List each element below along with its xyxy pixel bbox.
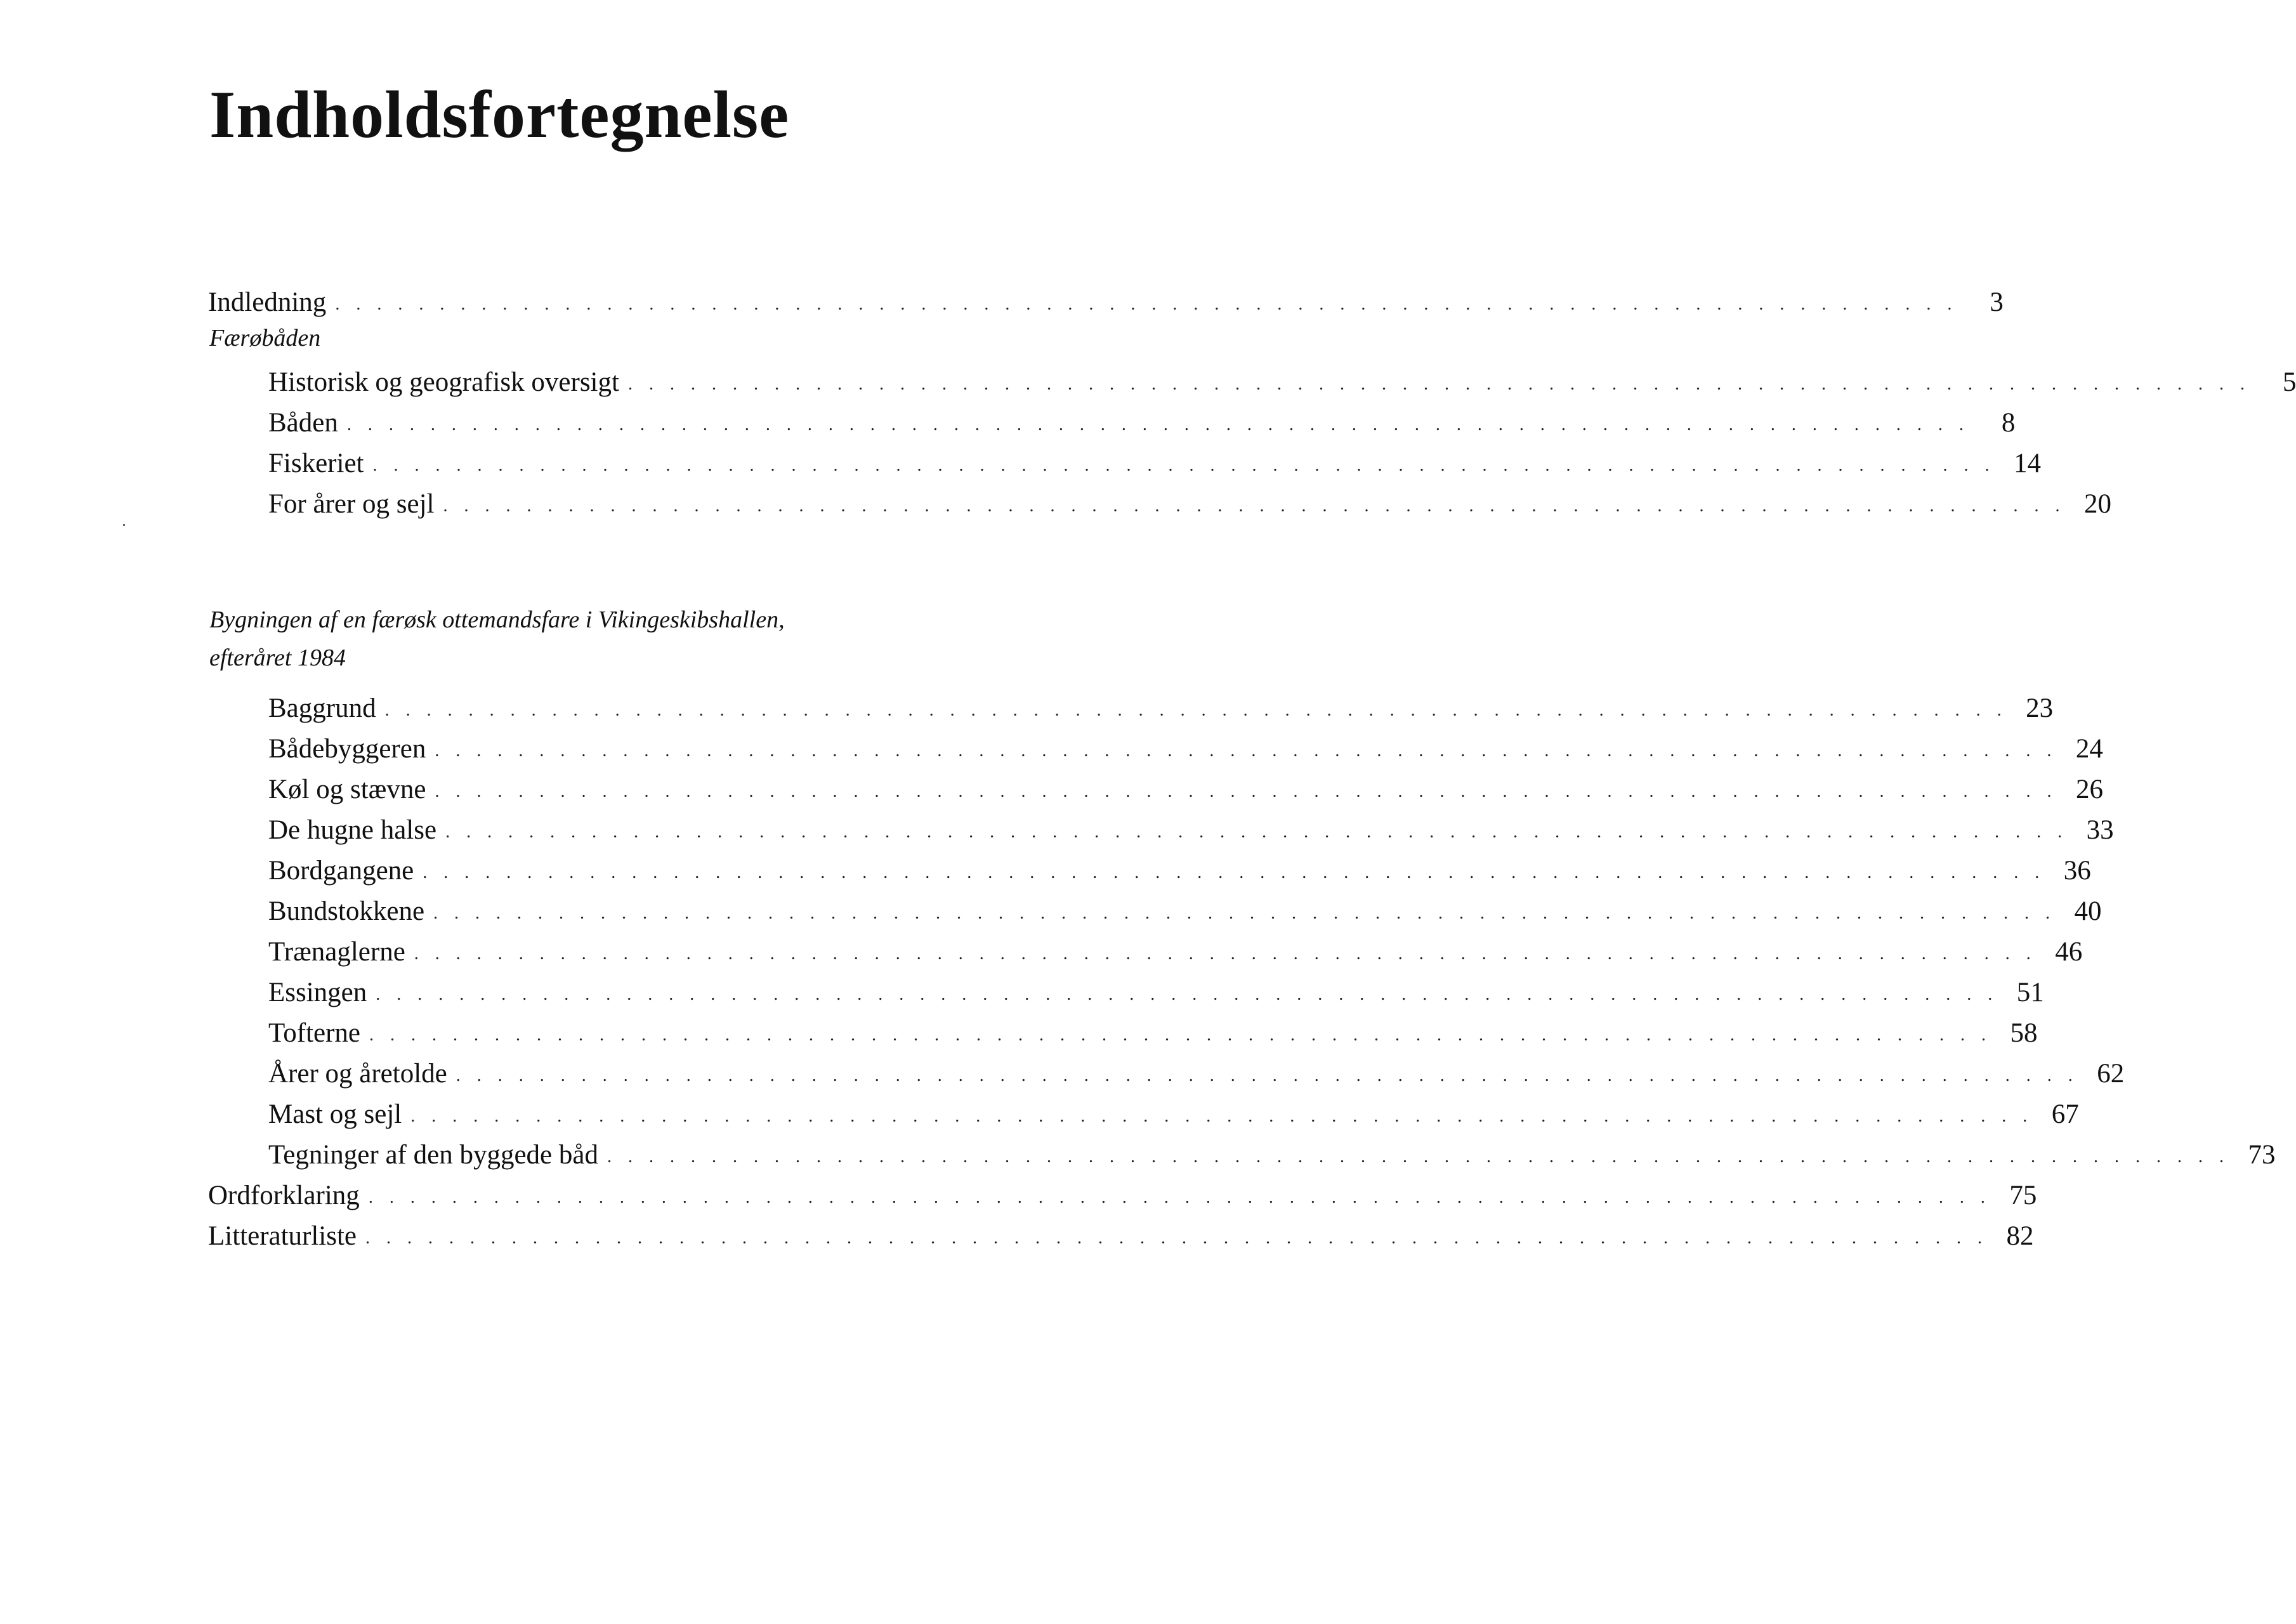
page-title: Indholdsfortegnelse [209, 77, 790, 152]
dot-leader: . . . . . . . . . . . . . . . . . . . . . . . . . . . . . . . . . . . . . . . . . . . . . . . . . . . . . . . . . . . . . . . . . . . . . . . . . . . . . . [376, 985, 1998, 1004]
toc-entry-essingen[interactable] [268, 971, 2044, 1007]
dot-leader: . . . . . . . . . . . . . . . . . . . . . . . . . . . . . . . . . . . . . . . . . . . . . . . . . . . . . . . . . . . . . . . . . . . . . . . . . . . . . . [365, 1228, 1988, 1248]
dot-leader: . . . . . . . . . . . . . . . . . . . . . . . . . . . . . . . . . . . . . . . . . . . . . . . . . . . . . . . . . . . . . . . . . . . . . . . . . . . . . . [335, 294, 1958, 314]
toc-page-number: 14 [2013, 449, 2041, 478]
section-heading-bygningen-line-2: efteråret 1984 [209, 645, 346, 671]
toc-page-number: 8 [2001, 408, 2016, 438]
toc-entry-fiskeriet[interactable] [268, 442, 2041, 478]
dot-leader: . . . . . . . . . . . . . . . . . . . . . . . . . . . . . . . . . . . . . . . . . . . . . . . . . . . . . . . . . . . . . . . . . . . . . . . . . . . . . . [435, 782, 2057, 801]
toc-page-number: 58 [2010, 1018, 2038, 1048]
toc-entry-koel-og-staevne[interactable] [268, 768, 2103, 804]
toc-page-number: 75 [2009, 1181, 2037, 1210]
section-heading-faeroebaaden: Færøbåden [209, 325, 321, 351]
toc-page-number: 46 [2055, 937, 2083, 967]
toc-entry-label: Mast og sejl [268, 1099, 402, 1129]
toc-entry-label: Fiskeriet [268, 449, 364, 478]
toc-page-number: 5 [2282, 367, 2296, 397]
toc-page-number: 62 [2097, 1059, 2125, 1089]
toc-entry-bordgangene[interactable] [268, 849, 2091, 886]
toc-entry-label: Bådebyggeren [268, 734, 426, 764]
toc-entry-historisk-og-geografisk-oversigt[interactable] [268, 360, 2296, 397]
toc-entry-label: Litteraturliste [208, 1221, 357, 1251]
toc-entry-label: Bundstokkene [268, 896, 425, 926]
toc-entry-litteraturliste[interactable] [208, 1214, 2034, 1251]
toc-entry-label: Bordgangene [268, 856, 414, 886]
toc-entry-label: Båden [268, 408, 338, 438]
dot-leader: . . . . . . . . . . . . . . . . . . . . . . . . . . . . . . . . . . . . . . . . . . . . . . . . . . . . . . . . . . . . . . . . . . . . . . . . . . . . . . [346, 415, 1970, 435]
dot-leader: . . . . . . . . . . . . . . . . . . . . . . . . . . . . . . . . . . . . . . . . . . . . . . . . . . . . . . . . . . . . . . . . . . . . . . . . . . . . . . [368, 1188, 1991, 1207]
dot-leader: . . . . . . . . . . . . . . . . . . . . . . . . . . . . . . . . . . . . . . . . . . . . . . . . . . . . . . . . . . . . . . . . . . . . . . . . . . . . . . [607, 1147, 2230, 1167]
dot-leader: . . . . . . . . . . . . . . . . . . . . . . . . . . . . . . . . . . . . . . . . . . . . . . . . . . . . . . . . . . . . . . . . . . . . . . . . . . . . . . [410, 1106, 2033, 1126]
toc-entry-traenaglerne[interactable] [268, 930, 2083, 967]
section-heading-bygningen-line-1: Bygningen af en færøsk ottemandsfare i Vikingeskibshallen, [209, 606, 785, 633]
toc-page-number: 51 [2016, 978, 2044, 1007]
toc-entry-label: Baggrund [268, 693, 376, 723]
stray-ink-dot [123, 524, 125, 526]
dot-leader: . . . . . . . . . . . . . . . . . . . . . . . . . . . . . . . . . . . . . . . . . . . . . . . . . . . . . . . . . . . . . . . . . . . . . . . . . . . . . . [369, 1025, 1992, 1045]
toc-entry-ordforklaring[interactable] [208, 1174, 2037, 1210]
toc-page-number: 3 [1990, 287, 2004, 317]
toc-entry-indledning[interactable] [208, 280, 2004, 317]
toc-entry-label: Essingen [268, 978, 367, 1007]
toc-entry-label: De hugne halse [268, 815, 437, 845]
toc-page-number: 40 [2074, 896, 2102, 926]
toc-entry-tofterne[interactable] [268, 1011, 2038, 1048]
toc-entry-label: Indledning [208, 287, 327, 317]
toc-page-number: 20 [2084, 489, 2112, 519]
toc-entry-label: Tofterne [268, 1018, 361, 1048]
toc-entry-for-aarer-og-sejl[interactable] [268, 482, 2112, 519]
dot-leader: . . . . . . . . . . . . . . . . . . . . . . . . . . . . . . . . . . . . . . . . . . . . . . . . . . . . . . . . . . . . . . . . . . . . . . . . . . . . . . [423, 863, 2045, 882]
toc-entry-label: Ordforklaring [208, 1181, 360, 1210]
toc-page-number: 82 [2006, 1221, 2034, 1251]
dot-leader: . . . . . . . . . . . . . . . . . . . . . . . . . . . . . . . . . . . . . . . . . . . . . . . . . . . . . . . . . . . . . . . . . . . . . . . . . . . . . . [627, 374, 2251, 394]
toc-entry-baggrund[interactable] [268, 686, 2054, 723]
dot-leader: . . . . . . . . . . . . . . . . . . . . . . . . . . . . . . . . . . . . . . . . . . . . . . . . . . . . . . . . . . . . . . . . . . . . . . . . . . . . . . [433, 903, 2056, 923]
toc-page-number: 26 [2075, 775, 2103, 804]
toc-page-number: 23 [2026, 693, 2054, 723]
dot-leader: . . . . . . . . . . . . . . . . . . . . . . . . . . . . . . . . . . . . . . . . . . . . . . . . . . . . . . . . . . . . . . . . . . . . . . . . . . . . . . [414, 944, 2037, 964]
dot-leader: . . . . . . . . . . . . . . . . . . . . . . . . . . . . . . . . . . . . . . . . . . . . . . . . . . . . . . . . . . . . . . . . . . . . . . . . . . . . . . [456, 1066, 2079, 1085]
dot-leader: . . . . . . . . . . . . . . . . . . . . . . . . . . . . . . . . . . . . . . . . . . . . . . . . . . . . . . . . . . . . . . . . . . . . . . . . . . . . . . [443, 496, 2066, 516]
toc-page-number: 33 [2086, 815, 2114, 845]
toc-entry-baadebyggeren[interactable] [268, 727, 2103, 764]
toc-entry-label: Tegninger af den byggede båd [268, 1140, 598, 1170]
toc-page-number: 24 [2075, 734, 2103, 764]
toc-entry-aarer-og-aaretolde[interactable] [268, 1052, 2125, 1089]
toc-entry-bundstokkene[interactable] [268, 889, 2102, 926]
toc-entry-label: Historisk og geografisk oversigt [268, 367, 619, 397]
dot-leader: . . . . . . . . . . . . . . . . . . . . . . . . . . . . . . . . . . . . . . . . . . . . . . . . . . . . . . . . . . . . . . . . . . . . . . . . . . . . . . [435, 741, 2057, 761]
toc-entry-label: Trænaglerne [268, 937, 405, 967]
toc-page-number: 73 [2248, 1140, 2276, 1170]
dot-leader: . . . . . . . . . . . . . . . . . . . . . . . . . . . . . . . . . . . . . . . . . . . . . . . . . . . . . . . . . . . . . . . . . . . . . . . . . . . . . . [372, 455, 1995, 475]
toc-entry-de-hugne-halse[interactable] [268, 808, 2114, 845]
dot-leader: . . . . . . . . . . . . . . . . . . . . . . . . . . . . . . . . . . . . . . . . . . . . . . . . . . . . . . . . . . . . . . . . . . . . . . . . . . . . . . [445, 822, 2068, 842]
toc-entry-label: Årer og åretolde [268, 1059, 447, 1089]
toc-entry-baaden[interactable] [268, 401, 2016, 438]
toc-page-number: 67 [2051, 1099, 2079, 1129]
toc-entry-label: Køl og stævne [268, 775, 426, 804]
toc-entry-tegninger-af-den-byggede-baad[interactable] [268, 1133, 2276, 1170]
toc-entry-mast-og-sejl[interactable] [268, 1092, 2079, 1129]
toc-entry-label: For årer og sejl [268, 489, 435, 519]
dot-leader: . . . . . . . . . . . . . . . . . . . . . . . . . . . . . . . . . . . . . . . . . . . . . . . . . . . . . . . . . . . . . . . . . . . . . . . . . . . . . . [384, 700, 2008, 720]
toc-page-number: 36 [2063, 856, 2091, 886]
